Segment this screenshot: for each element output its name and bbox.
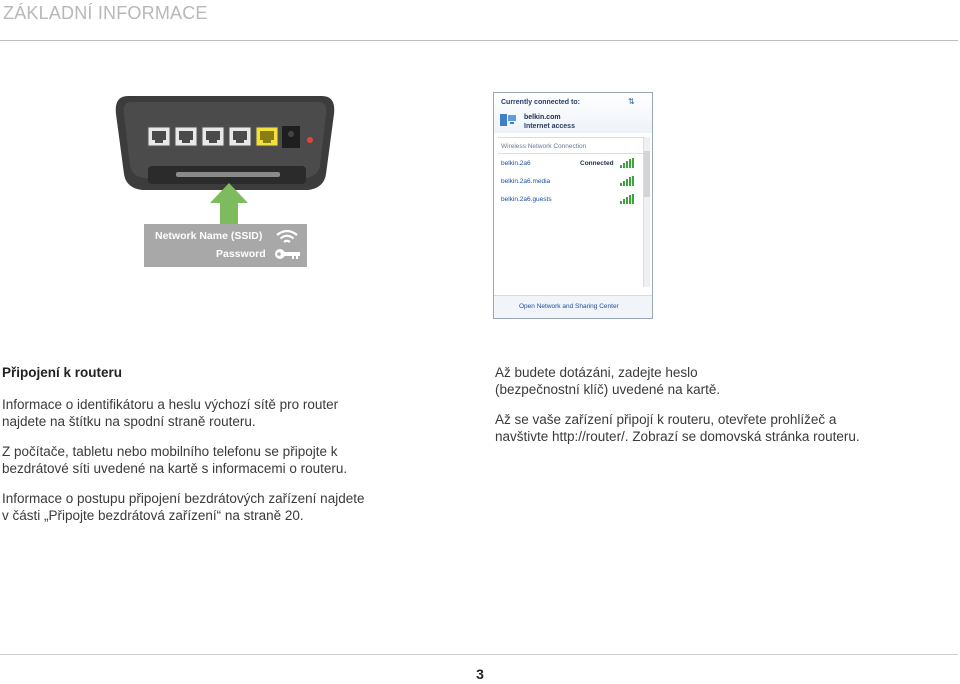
network-list-item[interactable]: belkin.2a6 (501, 160, 531, 167)
password-label: Password (216, 248, 266, 260)
signal-strength-icon (620, 176, 634, 186)
header-divider (0, 40, 958, 41)
page-number: 3 (476, 666, 484, 682)
open-network-center-link[interactable]: Open Network and Sharing Center (519, 303, 619, 310)
paragraph: Informace o postupu připojení bezdrátových zařízení najdete v části „Připojte bezdrátová zařízení“ na straně 20. (2, 491, 365, 523)
popup-scrollbar[interactable] (643, 137, 650, 287)
popup-footer (494, 295, 652, 318)
wifi-icon (276, 229, 298, 245)
footer-divider (0, 654, 958, 655)
refresh-icon[interactable]: ⇅ (628, 97, 635, 106)
network-list-item[interactable]: belkin.2a6.media (501, 178, 551, 185)
connected-status: Connected (580, 160, 614, 167)
connected-network-name: belkin.com (524, 114, 561, 121)
scrollbar-thumb[interactable] (644, 151, 650, 197)
network-computer-icon (500, 113, 516, 127)
router-illustration (114, 96, 336, 196)
wireless-networks-popup (493, 92, 653, 319)
signal-strength-icon (620, 194, 634, 204)
section-heading: Připojení k routeru (2, 365, 123, 380)
paragraph: Až budete dotázáni, zadejte heslo (bezpečnostní klíč) uvedené na kartě. (495, 365, 721, 397)
paragraph: Informace o identifikátoru a heslu výchozí sítě pro router najdete na štítku na spodní straně routeru. (2, 397, 339, 429)
router-info-label (144, 224, 307, 267)
paragraph: Z počítače, tabletu nebo mobilního telefonu se připojte k bezdrátové síti uvedené na kartě s informacemi o routeru. (2, 444, 348, 476)
signal-strength-icon (620, 158, 634, 168)
network-list-item[interactable]: belkin.2a6.guests (501, 196, 552, 203)
power-led-icon (307, 137, 313, 143)
ethernet-ports (148, 127, 278, 146)
popup-divider (498, 137, 644, 138)
key-icon (274, 248, 300, 260)
ssid-label: Network Name (SSID) (155, 230, 263, 242)
popup-title: Currently connected to: (501, 99, 580, 106)
connection-type: Internet access (524, 123, 575, 130)
popup-divider (498, 153, 644, 154)
arrow-up-icon (210, 183, 248, 225)
wireless-section-label: Wireless Network Connection (501, 143, 587, 150)
section-title: ZÁKLADNÍ INFORMACE (3, 3, 208, 23)
paragraph: Až se vaše zařízení připojí k routeru, otevřete prohlížeč a navštivte http://router/. Zobrazí se domovská stránka routeru. (495, 412, 860, 444)
